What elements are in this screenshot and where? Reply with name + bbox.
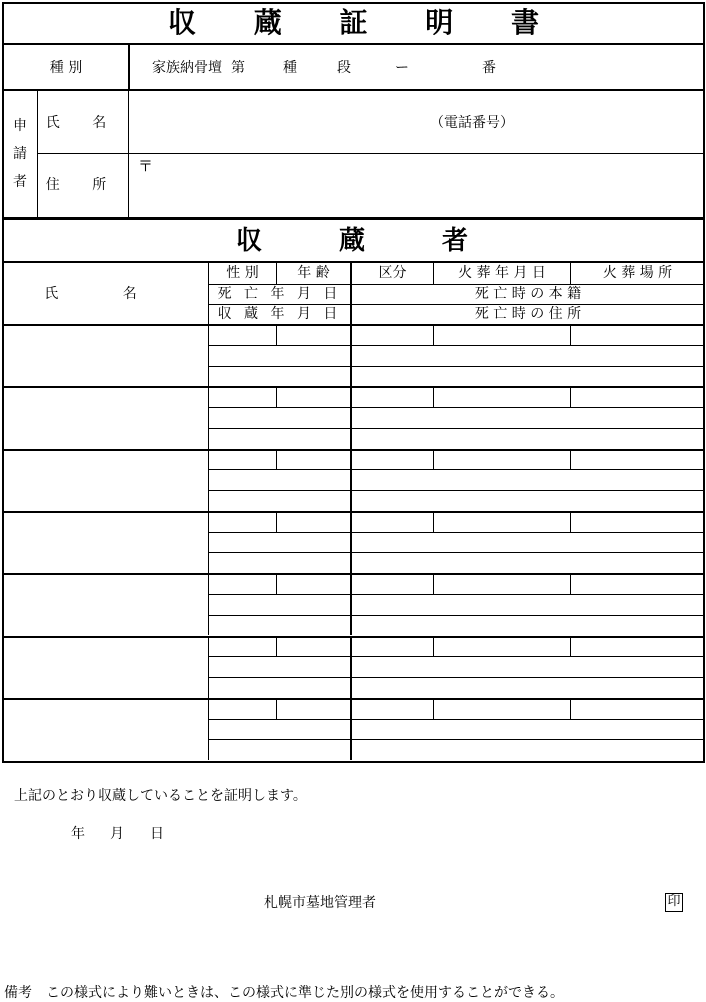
row-subline: [208, 345, 704, 346]
row-group-separator: [3, 698, 704, 700]
row-subline: [208, 677, 704, 678]
seal-mark: 印: [665, 893, 683, 912]
row-subline: [208, 490, 704, 491]
row-divider: [350, 636, 352, 698]
row-divider: [570, 573, 571, 594]
interred-title-char-2: 蔵: [339, 226, 366, 256]
row-divider: [570, 324, 571, 345]
row-subline: [208, 469, 704, 470]
row-divider: [433, 511, 434, 532]
col-header-sex: 性 別: [226, 265, 259, 281]
row-divider: [276, 511, 277, 532]
row-divider: [433, 449, 434, 470]
plot-type-shu: 種: [283, 60, 297, 76]
postal-mark: 〒: [138, 157, 154, 175]
row-divider: [208, 449, 209, 511]
row-divider: [350, 573, 352, 635]
row-subline: [208, 366, 704, 367]
col-header-name: 氏 名: [44, 286, 167, 302]
row-divider: [350, 511, 352, 573]
date-year: 年: [71, 826, 85, 842]
row-subline: [208, 532, 704, 533]
row-divider: [208, 386, 209, 448]
applicant-box: [2, 89, 705, 219]
row-divider: [276, 573, 277, 594]
row-divider: [276, 698, 277, 719]
row-divider: [276, 636, 277, 657]
date-day: 日: [150, 826, 164, 842]
applicant-name-label: 氏 名: [45, 115, 121, 131]
col-header-age: 年 齢: [297, 265, 330, 281]
plot-type-dan: 段: [337, 60, 351, 76]
row-group-separator: [3, 386, 704, 388]
row-subline: [208, 594, 704, 595]
row-group-separator: [3, 636, 704, 638]
row-divider: [208, 573, 209, 635]
row-divider: [208, 698, 209, 760]
row-subline: [208, 739, 704, 740]
row-subline: [208, 656, 704, 657]
col-header-category: 区分: [378, 265, 407, 281]
row-divider: [570, 386, 571, 407]
row-group-separator: [3, 511, 704, 513]
col-header-domicile-at-death: 死 亡 時 の 本 籍: [474, 286, 582, 302]
row-divider: [208, 511, 209, 573]
col-header-cremation-place: 火 葬 場 所: [602, 265, 673, 281]
row-divider: [433, 386, 434, 407]
plot-type-ban: 番: [482, 60, 496, 76]
certification-text: 上記のとおり収蔵していることを証明します。: [14, 788, 307, 804]
row-divider: [570, 511, 571, 532]
row-subline: [208, 428, 704, 429]
row-divider: [570, 636, 571, 657]
row-subline: [208, 407, 704, 408]
row-divider: [570, 698, 571, 719]
col-header-interment-date: 収 蔵 年 月 日: [217, 306, 342, 322]
plot-type-label: 種 別: [49, 60, 83, 76]
row-divider: [276, 386, 277, 407]
row-group-separator: [3, 449, 704, 451]
applicant-label: 申請者: [13, 118, 27, 190]
row-divider: [350, 449, 352, 511]
row-divider: [208, 324, 209, 386]
row-divider: [433, 573, 434, 594]
row-divider: [350, 698, 352, 760]
issuer-name: 札幌市墓地管理者: [264, 895, 376, 911]
col-header-death-date: 死 亡 年 月 日: [217, 286, 342, 302]
row-subline: [208, 552, 704, 553]
interred-title-char-3: 者: [442, 226, 469, 256]
col-header-address-at-death: 死 亡 時 の 住 所: [474, 306, 582, 322]
page-title: 収 蔵 証 明 書: [168, 6, 563, 39]
row-divider: [208, 636, 209, 698]
col-header-cremation-date: 火 葬 年 月 日: [458, 265, 546, 281]
row-group-separator: [3, 573, 704, 575]
row-divider: [350, 386, 352, 448]
plot-type-dai: 第: [231, 60, 245, 76]
row-divider: [433, 698, 434, 719]
row-divider: [350, 324, 352, 386]
remarks-text: 備考 この様式により難いときは、この様式に準じた別の様式を使用することができる。: [4, 985, 564, 1001]
row-subline: [208, 615, 704, 616]
date-month: 月: [110, 826, 124, 842]
plot-type-dash: ー: [395, 60, 409, 76]
row-subline: [208, 719, 704, 720]
plot-type-prefix: 家族納骨壇: [152, 60, 222, 76]
row-divider: [433, 324, 434, 345]
applicant-address-label: 住 所: [45, 177, 121, 193]
row-divider: [276, 324, 277, 345]
row-divider: [276, 449, 277, 470]
applicant-phone-label: （電話番号）: [430, 115, 514, 131]
row-divider: [433, 636, 434, 657]
interred-title-char-1: 収: [236, 226, 263, 256]
row-divider: [570, 449, 571, 470]
